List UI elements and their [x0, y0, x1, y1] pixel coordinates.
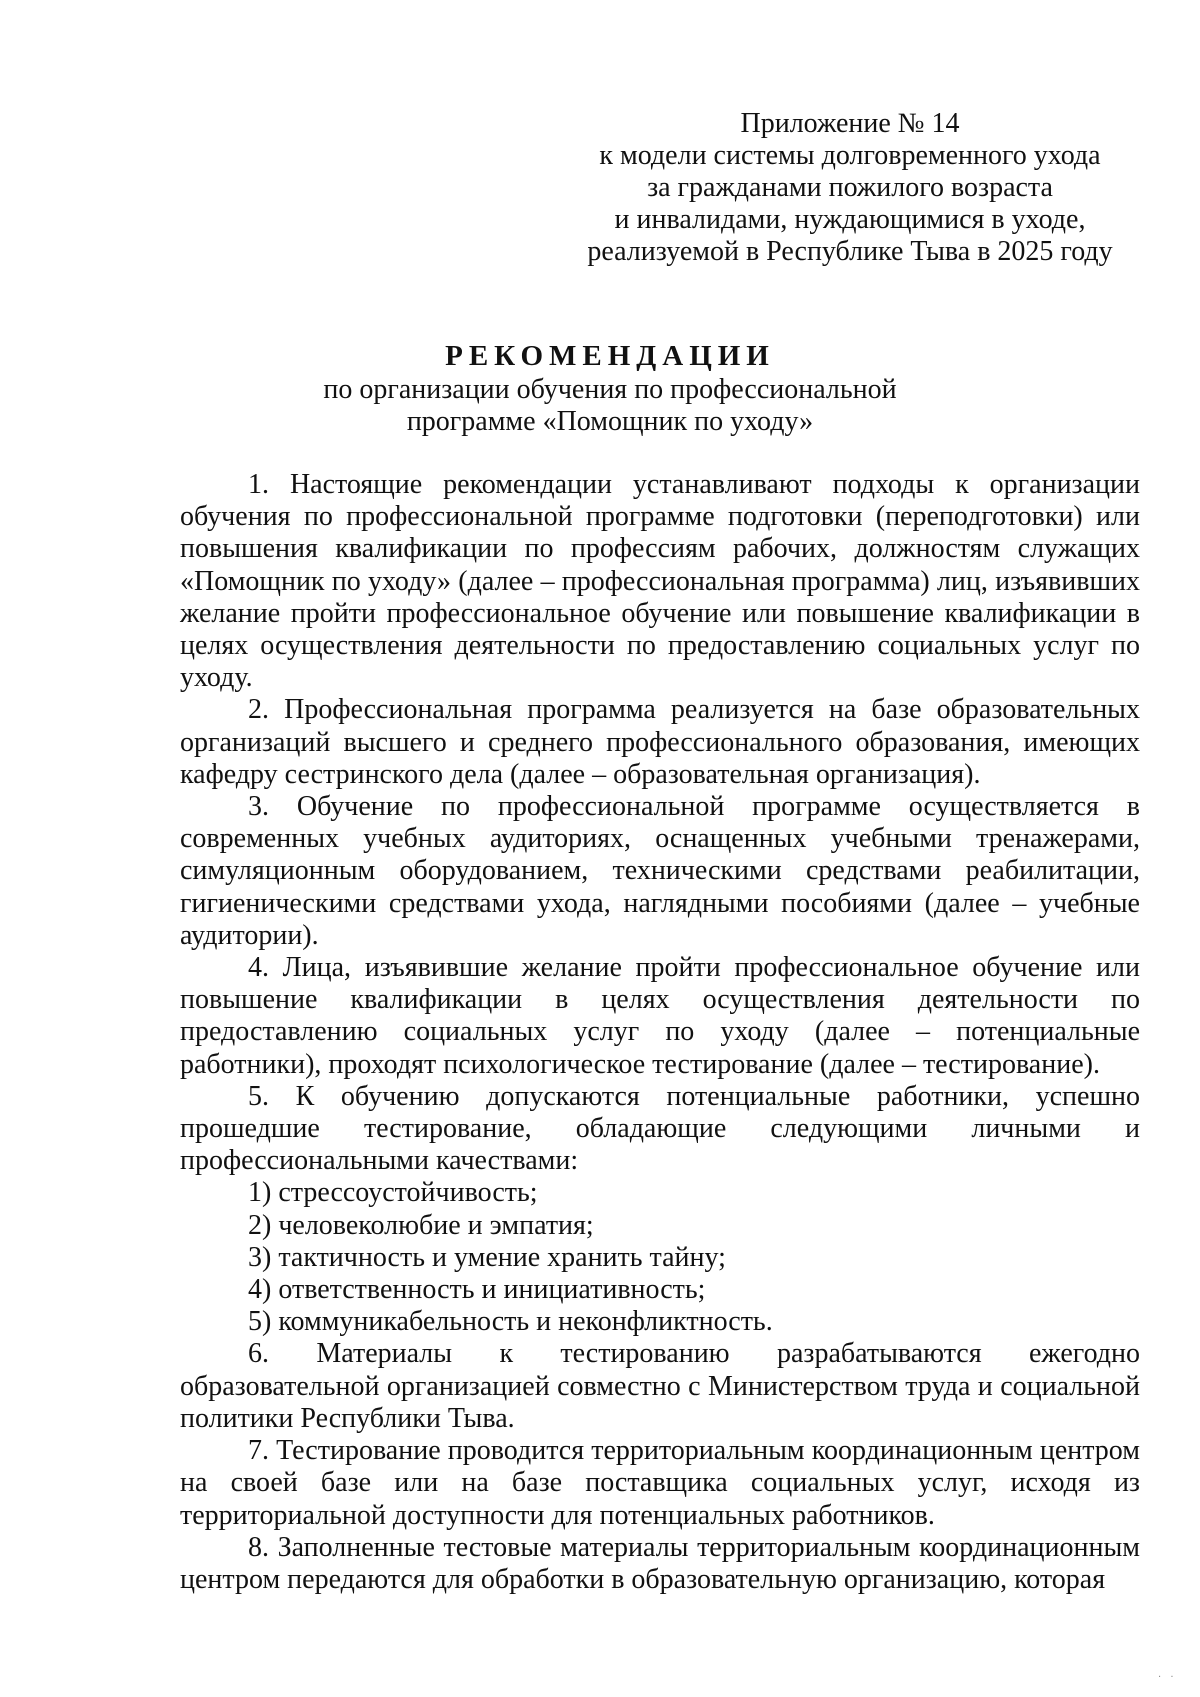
quality-item: 4) ответственность и инициативность; [248, 1274, 706, 1306]
appendix-line: реализуемой в Республике Тыва в 2025 году [587, 236, 1113, 267]
document-body [180, 469, 1140, 1596]
title-main: РЕКОМЕНДАЦИИ [445, 340, 775, 372]
quality-item: 3) тактичность и умение хранить тайну; [248, 1241, 726, 1273]
appendix-line: Приложение № 14 [740, 108, 960, 139]
document-title [180, 340, 1040, 438]
paragraph-4: 4. Лица, изъявившие желание пройти профессиональное обучение или повышение квалификации в целях осуществления деятельности по предоставлению социальных услуг по уходу (далее – потенциальные работники), проходят психологическое тестирование (далее – тестирование). [180, 952, 1140, 1080]
paragraph-2: 2. Профессиональная программа реализуется на базе образовательных организаций высшего и среднего профессионального образования, имеющих кафедру сестринского дела (далее – образовательная организация). [180, 694, 1140, 790]
paragraph-1: 1. Настоящие рекомендации устанавливают подходы к организации обучения по профессиональной программе подготовки (переподготовки) или повышения квалификации по профессиям рабочих, должностям служащих «Помощник по уходу» (далее – профессиональная программа) лиц, изъявивших желание пройти профессиональное обучение или повышение квалификации в целях осуществления деятельности по предоставлению социальных услуг по уходу. [180, 469, 1140, 694]
title-subtitle-line: по организации обучения по профессиональной [323, 374, 897, 405]
paragraph-7: 7. Тестирование проводится территориальным координационным центром на своей базе или на базе поставщика социальных услуг, исходя из территориальной доступности для потенциальных работников. [180, 1435, 1140, 1531]
scan-speckle: · · [1158, 1672, 1177, 1683]
paragraph-3: 3. Обучение по профессиональной программе осуществляется в современных учебных аудиториях, оснащенных учебными тренажерами, симуляционным оборудованием, техническими средствами реабилитации, гигиеническими средствами ухода, наглядными пособиями (далее – учебные аудитории). [180, 791, 1140, 951]
quality-item: 5) коммуникабельность и неконфликтность. [248, 1306, 773, 1338]
paragraph-5: 5. К обучению допускаются потенциальные работники, успешно прошедшие тестирование, обладающие следующими личными и профессиональными качествами: [180, 1080, 1140, 1177]
paragraph-8: 8. Заполненные тестовые материалы территориальным координационным центром передаются для обработки в образовательную организацию, которая [180, 1531, 1140, 1595]
quality-item: 2) человеколюбие и эмпатия; [248, 1209, 594, 1241]
paragraph-6: 6. Материалы к тестированию разрабатываются ежегодно образовательной организацией совместно с Министерством труда и социальной политики Республики Тыва. [180, 1338, 1140, 1434]
quality-item: 1) стрессоустойчивость; [248, 1177, 538, 1209]
appendix-line: за гражданами пожилого возраста [647, 172, 1053, 203]
appendix-line: к модели системы долговременного ухода [599, 140, 1101, 171]
title-subtitle-line: программе «Помощник по уходу» [406, 406, 814, 437]
appendix-line: и инвалидами, нуждающимися в уходе, [614, 204, 1086, 235]
appendix-header [560, 108, 1140, 268]
